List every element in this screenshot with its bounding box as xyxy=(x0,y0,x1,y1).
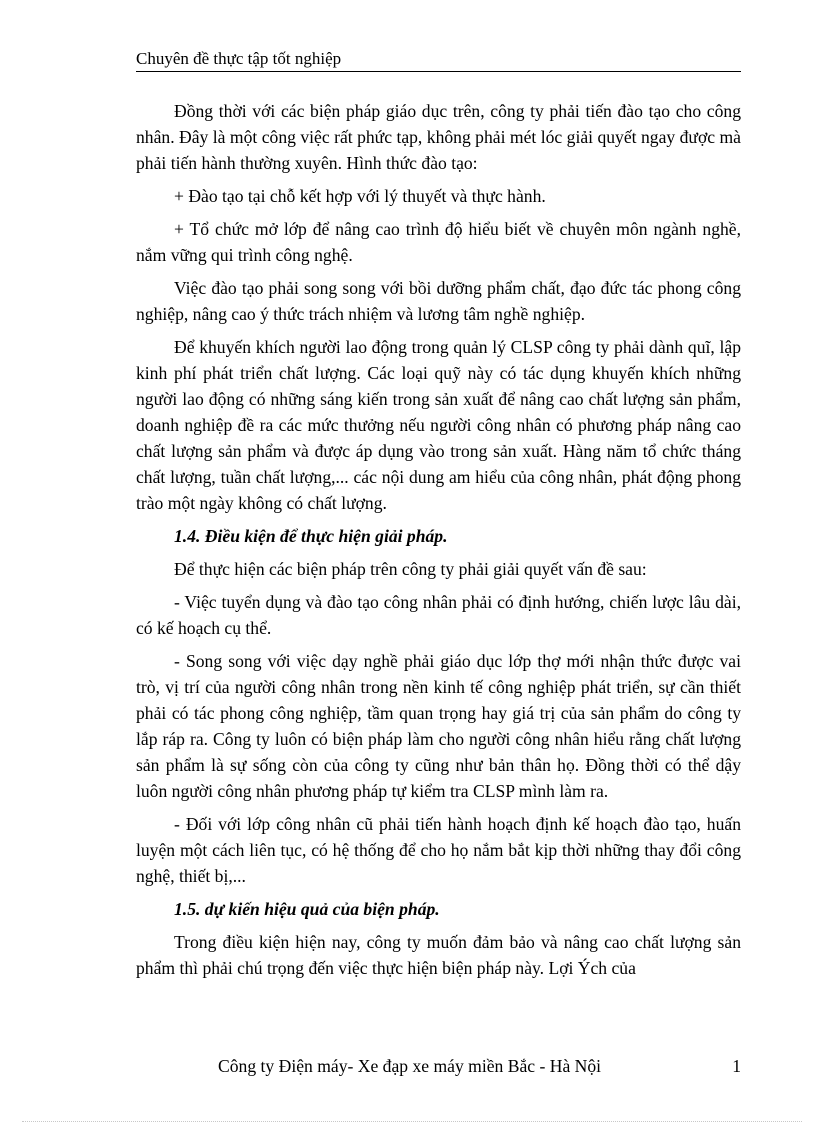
footer-company: Công ty Điện máy- Xe đạp xe máy miền Bắc - Hà Nội xyxy=(218,1056,602,1076)
page-number: 1 xyxy=(732,1056,741,1076)
page-boundary-divider xyxy=(22,1121,802,1122)
section-heading: 1.5. dự kiến hiệu quả của biện pháp. xyxy=(174,899,440,919)
list-item: - Đối với lớp công nhân cũ phải tiến hành hoạch định kế hoạch đào tạo, huấn luyện một cách liên tục, có hệ thống để cho họ nắm bắt kịp thời những thay đổi công nghệ, thiết bị,... xyxy=(136,814,741,886)
list-item: - Việc tuyển dụng và đào tạo công nhân phải có định hướng, chiến lược lâu dài, có kế hoạch cụ thể. xyxy=(136,592,741,638)
list-item: + Đào tạo tại chỗ kết hợp với lý thuyết và thực hành. xyxy=(174,186,546,206)
page-header xyxy=(136,48,741,72)
paragraph: Việc đào tạo phải song song với bồi dưỡng phẩm chất, đạo đức tác phong công nghiệp, nâng cao ý thức trách nhiệm và lương tâm nghề nghiệp. xyxy=(136,278,741,324)
paragraph: Để khuyến khích người lao động trong quản lý CLSP công ty phải dành quĩ, lập kinh phí phát triển chất lượng. Các loại quỹ này có tác dụng khuyến khích những người lao động có những sáng kiến trong sản xuất để nâng cao chất lượng sản phẩm, doanh nghiệp đề ra các mức thưởng nếu người công nhân có phương pháp nâng cao chất lượng sản phẩm và được áp dụng vào trong sản xuất. Hàng năm tổ chức tháng chất lượng, tuần chất lượng,... các nội dung am hiểu của công nhân, phát động phong trào một ngày không có chất lượng. xyxy=(136,337,741,513)
list-item: - Song song với việc dạy nghề phải giáo dục lớp thợ mới nhận thức được vai trò, vị trí của người công nhân trong nền kinh tế công nghiệp phát triển, sự cần thiết phải có tác phong công nghiệp, tầm quan trọng hay giá trị của sản phẩm do công ty lắp ráp ra. Công ty luôn có biện pháp làm cho người công nhân hiểu rằng chất lượng sản phẩm là sự sống còn của công ty cũng như bản thân họ. Đồng thời có thể dậy luôn người công nhân phương pháp tự kiểm tra CLSP mình làm ra. xyxy=(136,651,741,801)
paragraph: Đồng thời với các biện pháp giáo dục trên, công ty phải tiến đào tạo cho công nhân. Đây là một công việc rất phức tạp, không phải mét lóc giải quyết ngay được mà phải tiến hành thường xuyên. Hình thức đào tạo: xyxy=(136,101,741,173)
section-heading: 1.4. Điều kiện để thực hiện giải pháp. xyxy=(174,526,448,546)
header-title: Chuyên đề thực tập tốt nghiệp xyxy=(136,49,342,68)
document-body xyxy=(136,98,741,988)
paragraph: Trong điều kiện hiện nay, công ty muốn đảm bảo và nâng cao chất lượng sản phẩm thì phải chú trọng đến việc thực hiện biện pháp này. Lợi Ých của xyxy=(136,932,741,978)
paragraph: Để thực hiện các biện pháp trên công ty phải giải quyết vấn đề sau: xyxy=(174,559,647,579)
list-item: + Tổ chức mở lớp để nâng cao trình độ hiểu biết về chuyên môn ngành nghề, nắm vững qui trình công nghệ. xyxy=(136,219,741,265)
